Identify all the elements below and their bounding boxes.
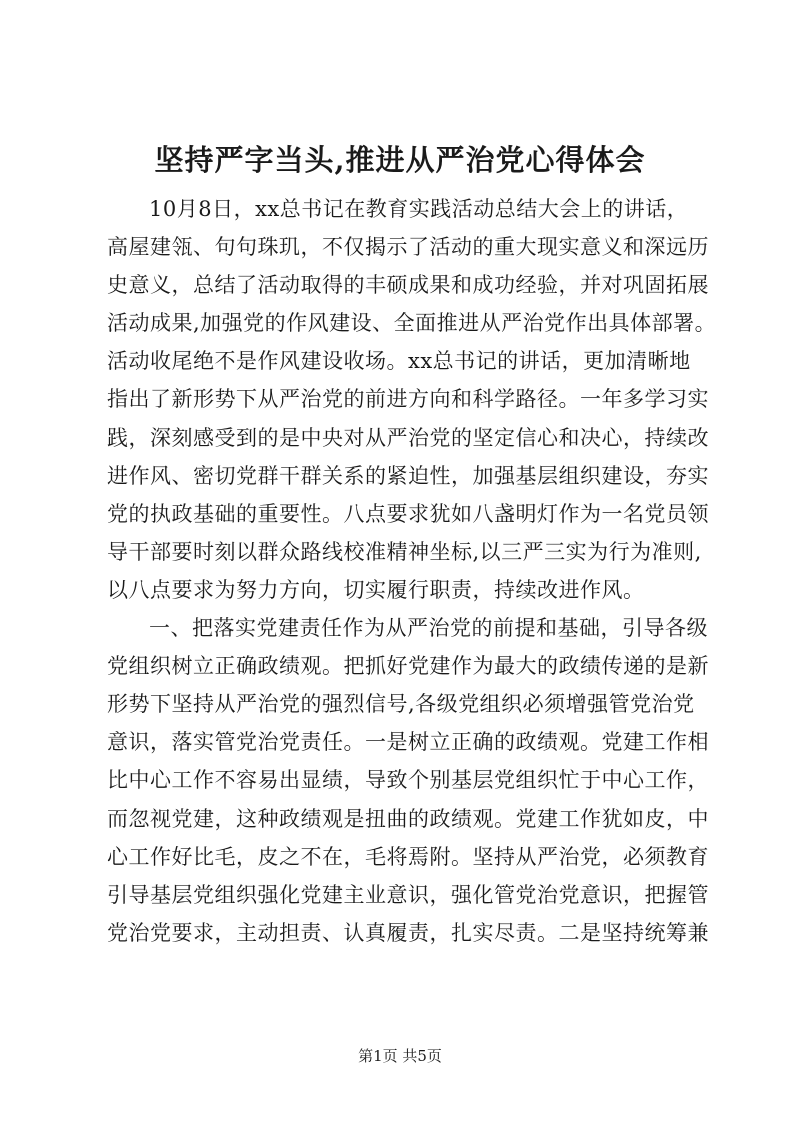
body-text-line: 引导基层党组织强化党建主业意识，强化管党治党意识，把握管	[107, 882, 709, 907]
page-number-footer: 第1页 共5页	[358, 1047, 442, 1065]
body-text-line: 活动收尾绝不是作风建设收场。xx总书记的讲话，更加清晰地	[107, 349, 691, 374]
body-text-line: 高屋建瓴、句句珠玑，不仅揭示了活动的重大现实意义和深远历	[107, 235, 709, 260]
body-text-line: 活动成果,加强党的作风建设、全面推进从严治党作出具体部署。	[107, 311, 717, 336]
body-text-line: 形势下坚持从严治党的强烈信号,各级党组织必须增强管党治党	[107, 692, 695, 717]
body-text-line: 而忽视党建，这种政绩观是扭曲的政绩观。党建工作犹如皮，中	[107, 806, 709, 831]
body-text-line: 10月8日，xx总书记在教育实践活动总结大会上的讲话，	[149, 197, 689, 221]
body-text-line: 指出了新形势下从严治党的前进方向和科学路径。一年多学习实	[107, 387, 709, 412]
body-text-line: 导干部要时刻以群众路线校准精神坐标,以三严三实为行为准则,	[107, 539, 702, 564]
body-text-line: 党组织树立正确政绩观。把抓好党建作为最大的政绩传递的是新	[107, 654, 709, 679]
body-text-line: 比中心工作不容易出显绩，导致个别基层党组织忙于中心工作，	[107, 768, 709, 793]
document-title: 坚持严字当头,推进从严治党心得体会	[154, 143, 646, 177]
document-body	[107, 190, 717, 952]
body-text-line: 史意义，总结了活动取得的丰硕成果和成功经验，并对巩固拓展	[107, 273, 709, 298]
body-text-line: 党治党要求，主动担责、认真履责，扎实尽责。二是坚持统筹兼	[107, 920, 709, 945]
body-text-line: 进作风、密切党群干群关系的紧迫性，加强基层组织建设，夯实	[107, 463, 709, 488]
body-text-line: 以八点要求为努力方向，切实履行职责，持续改进作风。	[107, 577, 645, 602]
body-text-line: 践，深刻感受到的是中央对从严治党的坚定信心和决心，持续改	[107, 425, 709, 450]
body-text-line: 一、把落实党建责任作为从严治党的前提和基础，引导各级	[149, 616, 708, 641]
body-text-line: 党的执政基础的重要性。八点要求犹如八盏明灯作为一名党员领	[107, 501, 709, 526]
body-text-line: 意识，落实管党治党责任。一是树立正确的政绩观。党建工作相	[107, 730, 709, 755]
body-text-line: 心工作好比毛，皮之不在，毛将焉附。坚持从严治党，必须教育	[107, 844, 709, 869]
